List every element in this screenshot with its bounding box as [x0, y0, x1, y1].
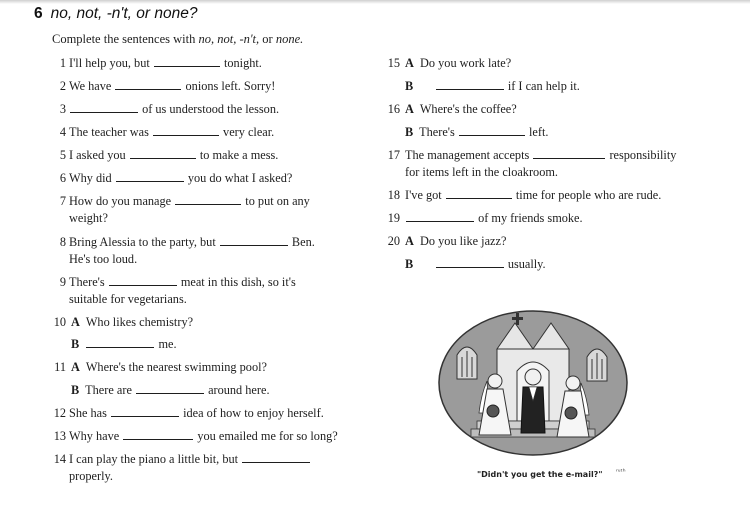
question-number: 20 — [387, 234, 400, 248]
question-number: 15 — [387, 56, 400, 70]
question-14-continued — [69, 468, 113, 484]
question-text: There's — [419, 125, 455, 139]
answer-blank[interactable] — [446, 187, 512, 199]
question-text: onions left. Sorry! — [185, 79, 276, 93]
question-number: 4 — [59, 125, 66, 139]
question-text: time for people who are rude. — [515, 188, 662, 202]
instruction-or: or — [259, 32, 276, 46]
speaker-label: A — [71, 315, 80, 329]
exercise-title: no, not, -n't, or none? — [50, 5, 198, 22]
question-number: 13 — [53, 429, 66, 443]
question-text: Why did — [69, 171, 112, 185]
answer-blank[interactable] — [436, 256, 504, 268]
speaker-label: A — [405, 56, 414, 70]
answer-blank[interactable] — [86, 336, 154, 348]
question-text: tonight. — [223, 56, 262, 70]
answer-blank[interactable] — [436, 78, 504, 90]
speaker-label: B — [405, 257, 414, 271]
answer-blank[interactable] — [153, 124, 219, 136]
question-text: if I can help it. — [507, 79, 580, 93]
question-number: 10 — [53, 315, 66, 329]
question-text: Do you work late? — [420, 56, 512, 70]
question-11-response — [71, 382, 270, 398]
question-text: to make a mess. — [199, 148, 279, 162]
question-text: The management accepts — [405, 148, 530, 162]
question-text: very clear. — [223, 125, 275, 139]
question-text: We have — [69, 79, 112, 93]
question-number: 18 — [387, 188, 400, 202]
question-16-response — [405, 124, 548, 140]
question-20-response — [405, 256, 546, 272]
question-text: He's too loud. — [69, 252, 138, 266]
question-text: to put on any — [245, 194, 310, 208]
answer-blank[interactable] — [154, 55, 220, 67]
question-15-response — [405, 78, 580, 94]
cartoon-caption: "Didn't you get the e-mail?" — [477, 470, 603, 479]
question-text: Bring Alessia to the party, but — [69, 235, 216, 249]
question-number: 2 — [59, 79, 66, 93]
question-text: She has — [69, 406, 107, 420]
exercise-number: 6 — [34, 5, 43, 22]
instruction-prefix: Complete the sentences with — [52, 32, 199, 46]
question-text: idea of how to enjoy herself. — [183, 406, 324, 420]
question-text: for items left in the cloakroom. — [405, 165, 558, 179]
question-text: There's — [69, 275, 105, 289]
question-text: of us understood the lesson. — [142, 102, 280, 116]
instruction — [52, 32, 303, 47]
question-text: Do you like jazz? — [420, 234, 507, 248]
question-text: you do what I asked? — [187, 171, 293, 185]
question-text: There are — [85, 383, 132, 397]
speaker-label: B — [71, 383, 80, 397]
speaker-label: B — [71, 337, 80, 351]
question-number: 14 — [53, 452, 66, 466]
question-text: responsibility — [609, 148, 677, 162]
instruction-last: none. — [275, 32, 304, 46]
question-text: of my friends smoke. — [478, 211, 583, 225]
wedding-cartoon-illustration — [437, 309, 629, 457]
question-8-continued — [69, 251, 137, 267]
answer-blank[interactable] — [406, 210, 474, 222]
question-number: 8 — [59, 235, 66, 249]
answer-blank[interactable] — [109, 274, 177, 286]
question-text: around here. — [208, 383, 270, 397]
question-number: 6 — [59, 171, 66, 185]
question-text: Where's the coffee? — [419, 102, 517, 116]
answer-blank[interactable] — [70, 101, 138, 113]
question-number: 19 — [387, 211, 400, 225]
question-text: left. — [528, 125, 549, 139]
question-text: Where's the nearest swimming pool? — [85, 360, 267, 374]
answer-blank[interactable] — [116, 170, 184, 182]
question-number: 7 — [59, 194, 66, 208]
instruction-options: no, not, -n't, — [198, 32, 260, 46]
exercise-heading — [34, 5, 198, 27]
question-text: meat in this dish, so it's — [180, 275, 296, 289]
question-text: Why have — [69, 429, 120, 443]
question-number: 17 — [387, 148, 400, 162]
question-text: me. — [158, 337, 177, 351]
speaker-label: A — [405, 234, 414, 248]
question-text: Who likes chemistry? — [85, 315, 194, 329]
question-number: 5 — [59, 148, 66, 162]
question-17-continued — [405, 164, 558, 180]
question-text: weight? — [69, 211, 108, 225]
answer-blank[interactable] — [175, 193, 241, 205]
page-top-shadow — [0, 0, 750, 4]
question-text: suitable for vegetarians. — [69, 292, 187, 306]
question-number: 12 — [53, 406, 66, 420]
question-text: Ben. — [291, 235, 315, 249]
answer-blank[interactable] — [220, 234, 288, 246]
question-text: I can play the piano a little bit, but — [69, 452, 239, 466]
answer-blank[interactable] — [459, 124, 525, 136]
speaker-label: A — [71, 360, 80, 374]
question-text: I asked you — [69, 148, 126, 162]
answer-blank[interactable] — [242, 451, 310, 463]
question-10-response — [71, 336, 177, 352]
question-text: usually. — [507, 257, 546, 271]
answer-blank[interactable] — [123, 428, 193, 440]
question-number: 1 — [59, 56, 66, 70]
question-number: 16 — [387, 102, 400, 116]
answer-blank[interactable] — [130, 147, 196, 159]
question-7-continued — [69, 210, 108, 226]
question-text: properly. — [69, 469, 113, 483]
question-number: 11 — [54, 360, 66, 374]
question-9-continued — [69, 291, 187, 307]
answer-blank[interactable] — [136, 382, 204, 394]
question-number: 3 — [59, 102, 66, 116]
question-text: I'll help you, but — [69, 56, 150, 70]
speaker-label: B — [405, 125, 414, 139]
question-text: The teacher was — [69, 125, 149, 139]
answer-blank[interactable] — [111, 405, 179, 417]
question-number: 9 — [59, 275, 66, 289]
speaker-label: B — [405, 79, 414, 93]
question-text: I've got — [405, 188, 442, 202]
speaker-label: A — [405, 102, 414, 116]
question-text: How do you manage — [69, 194, 172, 208]
answer-blank[interactable] — [533, 147, 605, 159]
question-text: you emailed me for so long? — [197, 429, 338, 443]
answer-blank[interactable] — [115, 78, 181, 90]
artist-signature: ʳᵘᵗʰ — [616, 468, 626, 476]
